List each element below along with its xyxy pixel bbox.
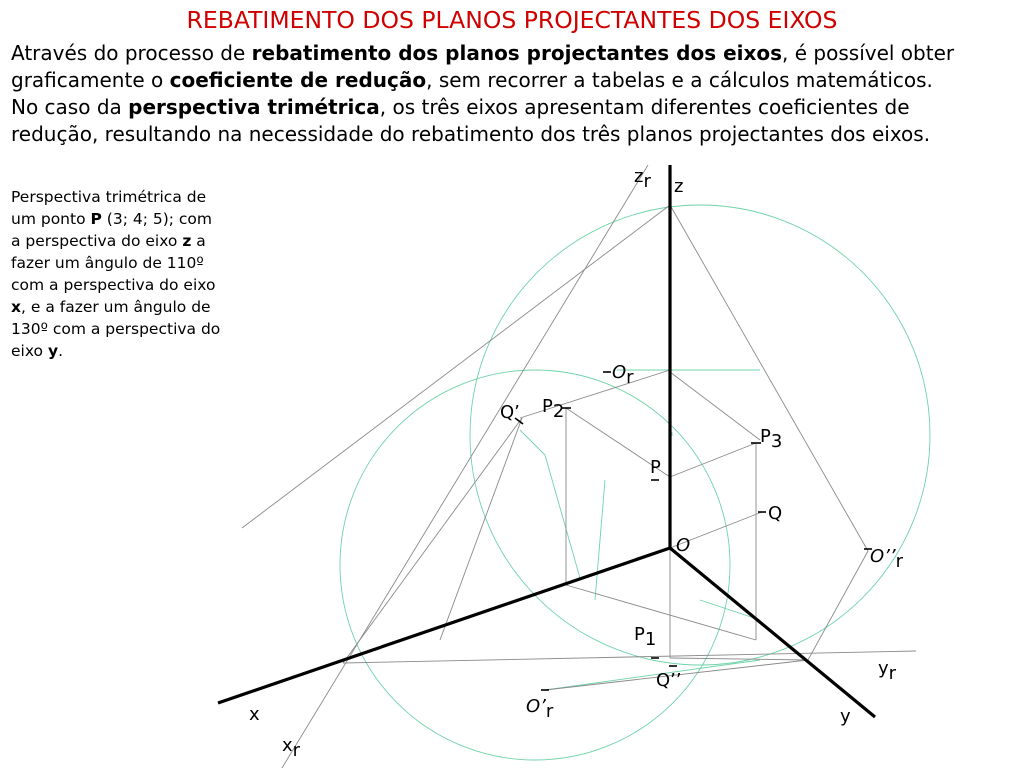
label-Q1: Q’ xyxy=(500,402,520,423)
label-xr: xr xyxy=(282,735,301,761)
zr-line xyxy=(282,165,648,768)
label-Or: Or xyxy=(612,362,634,388)
desc-text: . xyxy=(58,342,63,360)
label-P: P xyxy=(650,457,661,478)
o2r-ray xyxy=(808,551,868,660)
x-axis xyxy=(218,548,670,703)
desc-bold: x xyxy=(11,298,21,316)
desc-text: , e a fazer um ângulo de xyxy=(21,298,211,316)
label-x: x xyxy=(249,704,260,725)
desc-text: (3; 4; 5); com xyxy=(101,210,213,228)
label-y: y xyxy=(840,706,851,727)
p-p3-line xyxy=(670,443,756,477)
desc-line-1: Perspectiva trimétrica de xyxy=(11,188,207,206)
label-z: z xyxy=(674,176,684,197)
or-ray xyxy=(670,372,760,440)
label-Q2: Q’’ xyxy=(656,670,682,691)
label-O: O xyxy=(676,535,691,556)
label-P2: P2 xyxy=(542,396,565,422)
q1-ray xyxy=(440,418,522,640)
intro-bold-term: coeficiente de redução xyxy=(169,68,427,92)
intro-text: graficamente o xyxy=(11,68,170,92)
desc-text: um ponto xyxy=(11,210,91,228)
intro-text: , sem recorrer a tabelas e a cálculos matemáticos. xyxy=(426,68,933,92)
intro-text: , os três eixos apresentam diferentes coeficientes de xyxy=(379,95,910,119)
intro-bold-term: rebatimento dos planos projectantes dos eixos xyxy=(251,41,783,65)
y-axis xyxy=(670,548,875,717)
desc-text: a xyxy=(191,232,206,250)
yr-line xyxy=(343,651,916,663)
label-Q: Q xyxy=(768,503,783,524)
construction-line xyxy=(700,600,760,620)
intro-text: , é possível obter xyxy=(782,41,955,65)
xr-to-z-ray xyxy=(242,205,670,528)
desc-text: a perspectiva do eixo xyxy=(11,232,183,250)
intro-text: Através do processo de xyxy=(11,41,252,65)
desc-line-7: 130º com a perspectiva do xyxy=(11,320,221,338)
construction-line xyxy=(595,480,605,600)
construction-circle-right xyxy=(470,205,930,665)
desc-bold: z xyxy=(182,232,192,250)
q2-line xyxy=(670,658,808,660)
construction-line xyxy=(520,430,545,455)
desc-bold: P xyxy=(90,210,102,228)
label-zr: zr xyxy=(634,166,651,192)
intro-line-4: redução, resultando na necessidade do rebatimento dos três planos projectantes dos eixos. xyxy=(11,122,931,146)
intro-text: No caso da xyxy=(11,95,129,119)
z-to-yr-ray xyxy=(670,205,868,551)
label-O1r: O’r xyxy=(526,696,554,722)
construction-line xyxy=(545,455,580,578)
construction-line xyxy=(545,660,760,690)
label-P1: P1 xyxy=(634,624,657,650)
slide-title: REBATIMENTO DOS PLANOS PROJECTANTES DOS EIXOS xyxy=(186,6,838,34)
desc-text: eixo xyxy=(11,342,48,360)
label-P3: P3 xyxy=(760,426,783,452)
intro-bold-term: perspectiva trimétrica xyxy=(128,95,380,119)
desc-line-5: com a perspectiva do eixo xyxy=(11,276,216,294)
label-yr: yr xyxy=(878,658,897,684)
label-O2r: O’’r xyxy=(870,546,904,572)
desc-line-4: fazer um ângulo de 110º xyxy=(11,254,204,272)
desc-bold: y xyxy=(47,342,59,360)
